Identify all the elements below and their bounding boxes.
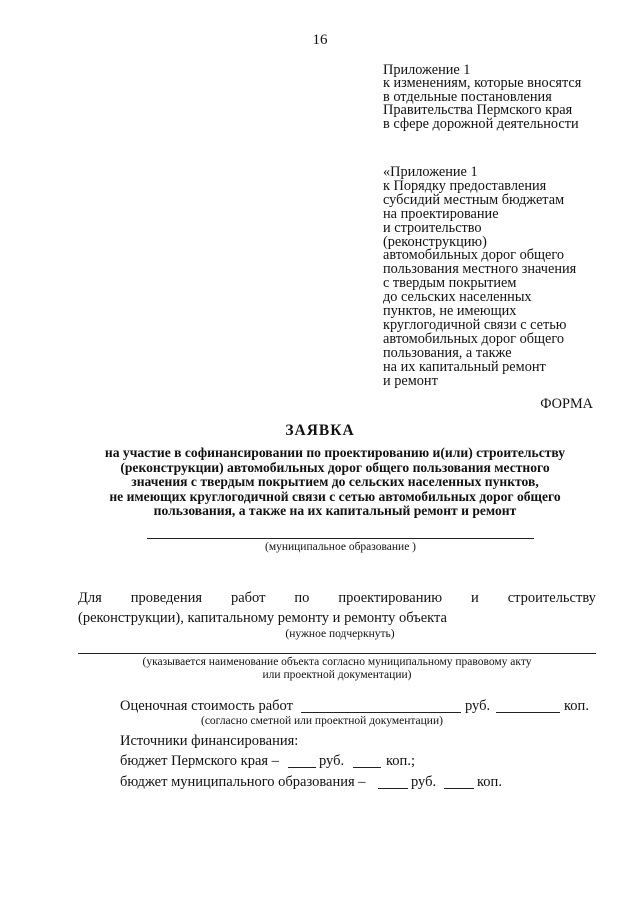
appendix-procedure-line: пользования, а также (383, 344, 512, 361)
subtitle-line: на участие в софинансировании по проектированию и(или) строительству (104, 445, 566, 460)
estimate-kop-field[interactable] (496, 712, 560, 713)
appendix-procedure-line: на их капитальный ремонт (383, 358, 546, 375)
object-caption-line2: или проектной документации) (262, 669, 412, 681)
appendix-procedure-line: до сельских населенных (383, 289, 532, 306)
works-word: строительству (507, 590, 596, 606)
works-word: Для (78, 590, 102, 606)
estimate-rub-field[interactable] (301, 712, 461, 713)
works-word: работ (230, 590, 266, 606)
estimate-kop-label: коп. (564, 698, 589, 714)
works-paragraph-line1 (78, 590, 596, 607)
municipal-rub-label: руб. (411, 774, 437, 790)
form-label: ФОРМА (540, 396, 593, 412)
underline-caption: (нужное подчеркнуть) (285, 628, 395, 640)
appendix-header-line: в отдельные постановления (383, 88, 552, 105)
appendix-procedure-line: субсидий местным бюджетам (383, 191, 565, 208)
appendix-procedure-line: пользования местного значения (383, 261, 577, 278)
appendix-procedure-line: пунктов, не имеющих (383, 303, 517, 320)
works-paragraph-line2: (реконструкции), капитальному ремонту и ремонту объекта (78, 610, 447, 626)
appendix-header-line: Правительства Пермского края (383, 102, 573, 119)
municipal-budget-label: бюджет муниципального образования – (120, 774, 366, 790)
works-word: и (471, 590, 479, 606)
appendix-procedure-line: автомобильных дорог общего (383, 247, 565, 264)
works-word: по (294, 590, 310, 606)
estimate-rub-label: руб. (465, 698, 491, 714)
subtitle-line: не имеющих круглогодичной связи с сетью автомобильных дорог общего (109, 488, 561, 504)
funding-heading: Источники финансирования: (120, 733, 299, 749)
appendix-procedure-line: автомобильных дорог общего (383, 330, 565, 347)
appendix-header-line: к изменениям, которые вносятся (383, 75, 582, 92)
appendix-procedure-line: к Порядку предоставления (383, 177, 547, 194)
regional-rub-field[interactable] (288, 767, 316, 768)
municipal-kop-label: коп. (477, 774, 502, 790)
municipality-caption: (муниципальное образование ) (264, 541, 417, 553)
appendix-header-line: в сфере дорожной деятельности (383, 115, 579, 132)
appendix-procedure-line: на проектирование (383, 205, 499, 222)
subtitle-line: пользования, а также на их капитальный ремонт и ремонт (153, 503, 517, 518)
appendix-procedure-line: круглогодичной связи с сетью (383, 316, 567, 333)
object-name-field[interactable] (78, 653, 596, 654)
object-caption-line1: (указывается наименование объекта согласно муниципальному правовому акту (142, 656, 532, 668)
regional-rub-label: руб. (319, 753, 345, 769)
municipality-field[interactable] (147, 538, 534, 539)
estimate-label: Оценочная стоимость работ (120, 698, 293, 714)
appendix-procedure-line: с твердым покрытием (383, 275, 517, 292)
regional-kop-field[interactable] (353, 767, 381, 768)
document-subtitle (70, 446, 600, 519)
estimate-caption: (согласно сметной или проектной документации) (201, 715, 443, 727)
appendix-procedure-line: и строительство (383, 219, 482, 236)
regional-kop-label: коп.; (386, 753, 415, 769)
subtitle-line: значения с твердым покрытием до сельских населенных пунктов, (131, 474, 539, 489)
appendix-procedure-line: «Приложение 1 (383, 164, 478, 180)
appendix-header (383, 64, 581, 131)
document-title: ЗАЯВКА (285, 422, 355, 439)
municipal-kop-field[interactable] (444, 788, 474, 789)
regional-budget-label: бюджет Пермского края – (120, 753, 279, 769)
appendix-procedure (383, 166, 576, 389)
page-number: 16 (312, 32, 328, 48)
subtitle-line: (реконструкции) автомобильных дорог общего пользования местного (120, 459, 550, 475)
appendix-procedure-line: (реконструкцию) (383, 233, 487, 250)
appendix-procedure-line: и ремонт (383, 372, 438, 389)
works-word: проведения (130, 590, 203, 606)
works-word: проектированию (338, 590, 443, 606)
municipal-rub-field[interactable] (378, 788, 408, 789)
appendix-header-line: Приложение 1 (383, 62, 471, 78)
